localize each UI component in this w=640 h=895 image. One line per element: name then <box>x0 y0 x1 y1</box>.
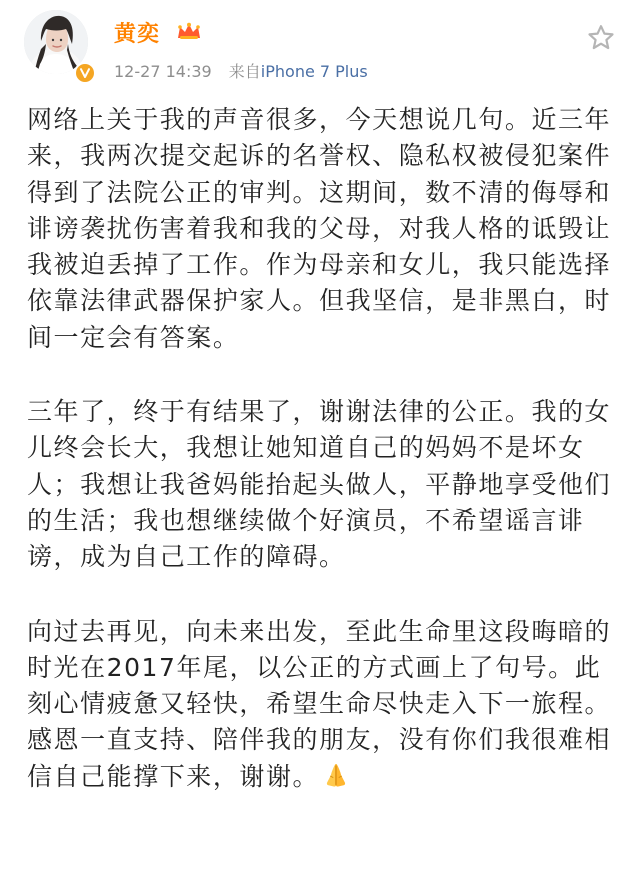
vip-crown-icon <box>176 22 202 40</box>
star-outline-icon[interactable] <box>586 23 616 53</box>
praying-hands-icon <box>321 760 351 790</box>
post-paragraph-with-emoji <box>27 614 617 795</box>
source-device-link[interactable]: iPhone 7 Plus <box>260 62 368 81</box>
post-meta <box>114 59 368 82</box>
verified-badge-icon <box>74 62 96 84</box>
post-body <box>27 102 617 795</box>
post-paragraph: 三年了，终于有结果了，谢谢法律的公正。我的女儿终会长大，我想让她知道自己的妈妈不是坏女人；我想让我爸妈能抬起头做人，平静地享受他们的生活；我也想继续做个好演员，不希望谣言诽谤，成为自己工作的障碍。 <box>27 397 612 572</box>
post-paragraph-text: 向过去再见，向未来出发，至此生命里这段晦暗的时光在2017年尾，以公正的方式画上了句号。此刻心情疲惫又轻快，希望生命尽快走入下一旅程。感恩一直支持、陪伴我的朋友，没有你们我很难相信自己能撑下来，谢谢。 <box>27 616 612 791</box>
source-prefix: 来自 <box>228 62 261 81</box>
post-time: 12-27 14:39 <box>114 62 212 81</box>
avatar-wrapper[interactable] <box>24 10 94 80</box>
post-header <box>0 0 640 92</box>
username[interactable]: 黄奕 <box>114 22 161 47</box>
post-paragraph: 网络上关于我的声音很多，今天想说几句。近三年来，我两次提交起诉的名誉权、隐私权被侵犯案件得到了法院公正的审判。这期间，数不清的侮辱和诽谤袭扰伤害着我和我的父母，对我人格的诋毁让我被迫丢掉了工作。作为母亲和女儿，我只能选择依靠法律武器保护家人。但我坚信，是非黑白，时间一定会有答案。 <box>27 105 612 352</box>
